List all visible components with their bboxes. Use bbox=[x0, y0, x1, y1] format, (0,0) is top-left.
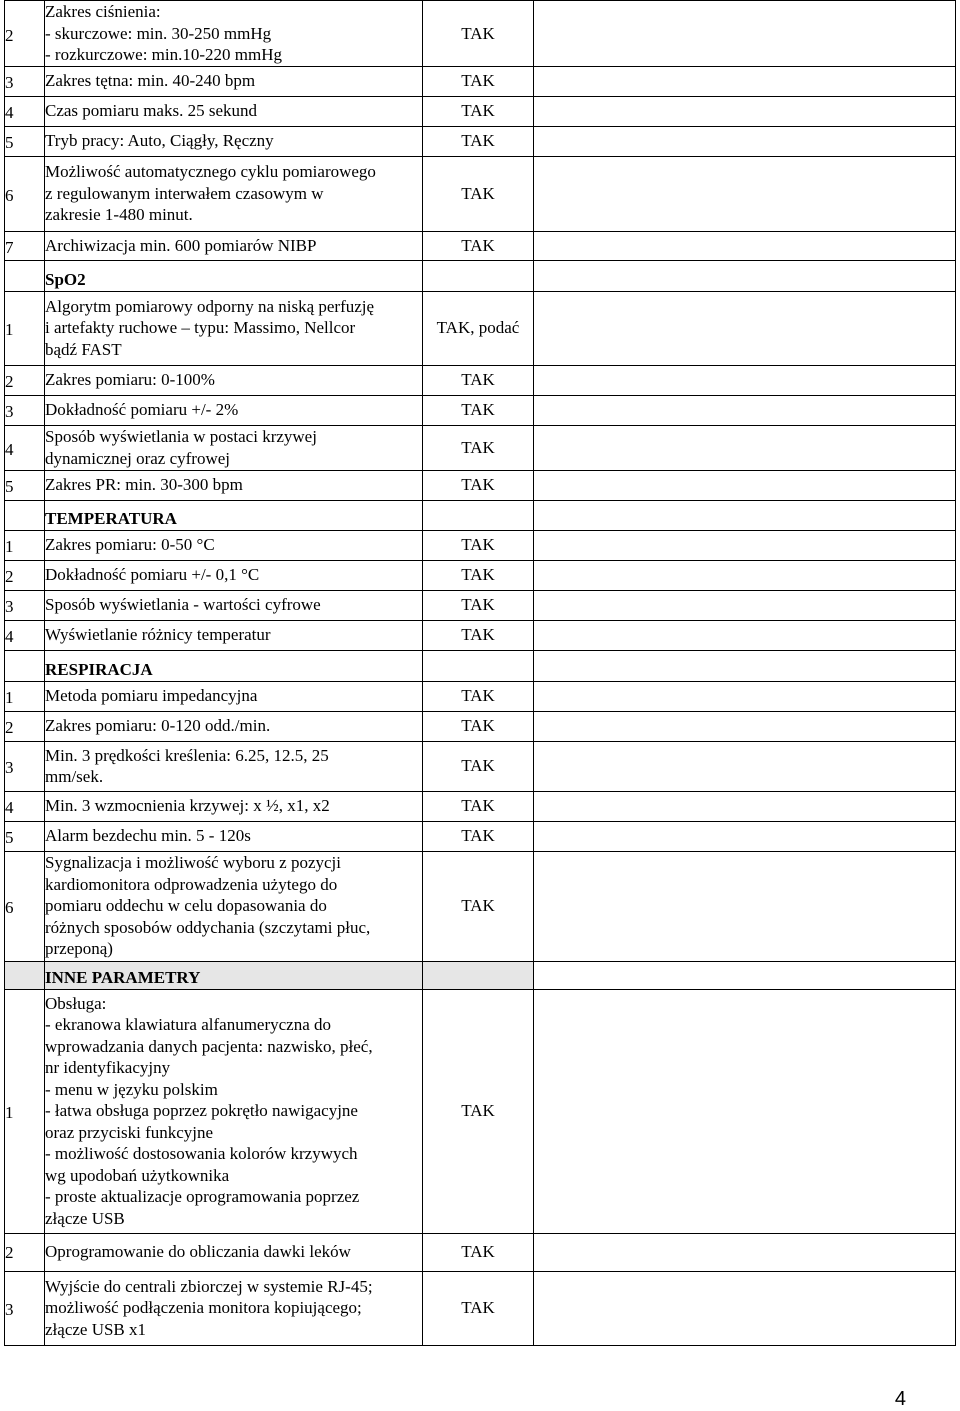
description-line: Sposób wyświetlania - wartości cyfrowe bbox=[45, 595, 321, 615]
row-number: 2 bbox=[5, 365, 45, 395]
empty-cell bbox=[534, 791, 956, 821]
row-number: 2 bbox=[5, 560, 45, 590]
specification-table-body bbox=[5, 1, 956, 1346]
empty-cell bbox=[534, 989, 956, 1233]
row-number: 4 bbox=[5, 96, 45, 126]
empty-cell bbox=[534, 260, 956, 291]
empty-cell bbox=[534, 961, 956, 989]
description-line: Zakres ciśnienia: bbox=[45, 2, 161, 21]
description-line: wg upodobań użytkownika bbox=[45, 1165, 230, 1185]
empty-cell bbox=[534, 681, 956, 711]
description-line: Możliwość automatycznego cyklu pomiarowego bbox=[45, 162, 376, 182]
row-number: 4 bbox=[5, 791, 45, 821]
table-row bbox=[5, 231, 956, 260]
parameter-description bbox=[45, 590, 423, 620]
parameter-description bbox=[45, 395, 423, 425]
empty-cell bbox=[534, 425, 956, 470]
section-title: SpO2 bbox=[45, 260, 423, 291]
row-number: 2 bbox=[5, 1233, 45, 1271]
row-number: 6 bbox=[5, 851, 45, 961]
parameter-value: TAK bbox=[423, 791, 534, 821]
empty-cell bbox=[534, 395, 956, 425]
row-number-cell bbox=[5, 961, 45, 989]
empty-cell bbox=[534, 711, 956, 741]
description-line: oraz przyciski funkcyjne bbox=[45, 1122, 214, 1142]
description-line: Wyświetlanie różnicy temperatur bbox=[45, 625, 271, 645]
row-number: 3 bbox=[5, 590, 45, 620]
row-number: 5 bbox=[5, 126, 45, 156]
empty-cell bbox=[534, 470, 956, 500]
description-line: Alarm bezdechu min. 5 - 120s bbox=[45, 826, 251, 846]
parameter-description bbox=[45, 821, 423, 851]
specification-table bbox=[4, 0, 956, 1346]
parameter-description bbox=[45, 291, 423, 365]
value-cell bbox=[423, 961, 534, 989]
value-cell bbox=[423, 260, 534, 291]
table-row bbox=[5, 989, 956, 1233]
description-line: Dokładność pomiaru +/- 2% bbox=[45, 400, 239, 420]
table-row bbox=[5, 291, 956, 365]
description-line: - skurczowe: min. 30-250 mmHg bbox=[45, 23, 272, 43]
description-line: wprowadzania danych pacjenta: nazwisko, płeć, bbox=[45, 1036, 373, 1056]
section-title: TEMPERATURA bbox=[45, 500, 423, 530]
parameter-description bbox=[45, 96, 423, 126]
parameter-description bbox=[45, 156, 423, 231]
table-row bbox=[5, 1233, 956, 1271]
parameter-description bbox=[45, 791, 423, 821]
parameter-description bbox=[45, 425, 423, 470]
table-row bbox=[5, 851, 956, 961]
description-line: Sposób wyświetlania w postaci krzywej bbox=[45, 427, 317, 446]
parameter-description bbox=[45, 989, 423, 1233]
row-number: 6 bbox=[5, 156, 45, 231]
parameter-value: TAK bbox=[423, 560, 534, 590]
parameter-description bbox=[45, 1271, 423, 1345]
description-line: przeponą) bbox=[45, 939, 113, 959]
row-number: 3 bbox=[5, 395, 45, 425]
table-row bbox=[5, 681, 956, 711]
description-line: mm/sek. bbox=[45, 767, 104, 786]
table-row bbox=[5, 395, 956, 425]
empty-cell bbox=[534, 126, 956, 156]
parameter-description bbox=[45, 851, 423, 961]
parameter-value: TAK bbox=[423, 851, 534, 961]
parameter-value: TAK bbox=[423, 821, 534, 851]
description-line: Zakres pomiaru: 0-120 odd./min. bbox=[45, 716, 271, 736]
description-line: - rozkurczowe: min.10-220 mmHg bbox=[45, 45, 282, 64]
empty-cell bbox=[534, 560, 956, 590]
parameter-value: TAK bbox=[423, 681, 534, 711]
parameter-description bbox=[45, 681, 423, 711]
empty-cell bbox=[534, 1, 956, 67]
empty-cell bbox=[534, 620, 956, 650]
table-row bbox=[5, 425, 956, 470]
parameter-value: TAK bbox=[423, 395, 534, 425]
description-line: Obsługa: bbox=[45, 993, 107, 1013]
empty-cell bbox=[534, 821, 956, 851]
parameter-value: TAK bbox=[423, 470, 534, 500]
description-line: złącze USB x1 bbox=[45, 1319, 147, 1339]
parameter-description bbox=[45, 231, 423, 260]
empty-cell bbox=[534, 741, 956, 791]
parameter-description bbox=[45, 365, 423, 395]
row-number: 3 bbox=[5, 1271, 45, 1345]
row-number: 2 bbox=[5, 711, 45, 741]
description-line: - menu w języku polskim bbox=[45, 1079, 218, 1099]
parameter-value: TAK bbox=[423, 96, 534, 126]
description-line: nr identyfikacyjny bbox=[45, 1058, 171, 1078]
description-line: Zakres pomiaru: 0-100% bbox=[45, 370, 215, 390]
empty-cell bbox=[534, 530, 956, 560]
description-line: Oprogramowanie do obliczania dawki leków bbox=[45, 1242, 351, 1262]
parameter-value: TAK bbox=[423, 1, 534, 67]
table-row bbox=[5, 791, 956, 821]
empty-cell bbox=[534, 231, 956, 260]
description-line: Metoda pomiaru impedancyjna bbox=[45, 686, 258, 706]
table-row bbox=[5, 821, 956, 851]
parameter-value: TAK bbox=[423, 989, 534, 1233]
description-line: Wyjście do centrali zbiorczej w systemie RJ-45; bbox=[45, 1276, 373, 1296]
parameter-value: TAK bbox=[423, 741, 534, 791]
description-line: Algorytm pomiarowy odporny na niską perfuzję bbox=[45, 296, 375, 316]
description-line: Zakres tętna: min. 40-240 bpm bbox=[45, 71, 256, 91]
value-cell bbox=[423, 500, 534, 530]
parameter-value: TAK bbox=[423, 1271, 534, 1345]
row-number: 1 bbox=[5, 530, 45, 560]
description-line: dynamicznej oraz cyfrowej bbox=[45, 448, 231, 468]
parameter-value: TAK bbox=[423, 530, 534, 560]
row-number: 2 bbox=[5, 1, 45, 67]
description-line: Tryb pracy: Auto, Ciągły, Ręczny bbox=[45, 131, 274, 151]
table-row bbox=[5, 365, 956, 395]
description-line: Czas pomiaru maks. 25 sekund bbox=[45, 101, 257, 121]
parameter-description bbox=[45, 711, 423, 741]
empty-cell bbox=[534, 650, 956, 681]
description-line: bądź FAST bbox=[45, 339, 122, 359]
empty-cell bbox=[534, 156, 956, 231]
description-line: Dokładność pomiaru +/- 0,1 °C bbox=[45, 565, 260, 585]
parameter-description bbox=[45, 560, 423, 590]
table-row bbox=[5, 741, 956, 791]
description-line: zakresie 1-480 minut. bbox=[45, 205, 193, 225]
section-header-row bbox=[5, 260, 956, 291]
description-line: różnych sposobów oddychania (szczytami płuc, bbox=[45, 917, 371, 937]
description-line: Sygnalizacja i możliwość wyboru z pozycji bbox=[45, 853, 341, 873]
description-line: złącze USB bbox=[45, 1208, 125, 1228]
parameter-value: TAK bbox=[423, 1233, 534, 1271]
row-number: 5 bbox=[5, 821, 45, 851]
section-title: INNE PARAMETRY bbox=[45, 961, 423, 989]
table-row bbox=[5, 470, 956, 500]
empty-cell bbox=[534, 1271, 956, 1345]
table-row bbox=[5, 1, 956, 67]
description-line: - ekranowa klawiatura alfanumeryczna do bbox=[45, 1015, 332, 1035]
row-number-cell bbox=[5, 500, 45, 530]
description-line: Archiwizacja min. 600 pomiarów NIBP bbox=[45, 235, 317, 255]
parameter-value: TAK bbox=[423, 620, 534, 650]
table-row bbox=[5, 1271, 956, 1345]
row-number: 4 bbox=[5, 425, 45, 470]
row-number: 7 bbox=[5, 231, 45, 260]
empty-cell bbox=[534, 96, 956, 126]
parameter-description bbox=[45, 1, 423, 67]
parameter-value: TAK bbox=[423, 126, 534, 156]
table-row bbox=[5, 560, 956, 590]
parameter-value: TAK bbox=[423, 425, 534, 470]
parameter-description bbox=[45, 470, 423, 500]
section-header-row bbox=[5, 650, 956, 681]
table-row bbox=[5, 620, 956, 650]
description-line: Min. 3 prędkości kreślenia: 6.25, 12.5, 25 bbox=[45, 745, 329, 765]
value-cell bbox=[423, 650, 534, 681]
section-header-row bbox=[5, 961, 956, 989]
table-row bbox=[5, 66, 956, 96]
row-number: 3 bbox=[5, 741, 45, 791]
parameter-description bbox=[45, 126, 423, 156]
description-line: Zakres pomiaru: 0-50 °C bbox=[45, 535, 215, 555]
parameter-value: TAK bbox=[423, 590, 534, 620]
parameter-description bbox=[45, 1233, 423, 1271]
description-line: - łatwa obsługa poprzez pokrętło nawigacyjne bbox=[45, 1101, 358, 1121]
parameter-value: TAK bbox=[423, 231, 534, 260]
table-row bbox=[5, 96, 956, 126]
parameter-description bbox=[45, 620, 423, 650]
row-number: 4 bbox=[5, 620, 45, 650]
description-line: - proste aktualizacje oprogramowania poprzez bbox=[45, 1187, 360, 1207]
empty-cell bbox=[534, 365, 956, 395]
description-line: Min. 3 wzmocnienia krzywej: x ½, x1, x2 bbox=[45, 796, 330, 816]
parameter-description bbox=[45, 530, 423, 560]
parameter-value: TAK bbox=[423, 66, 534, 96]
table-row bbox=[5, 711, 956, 741]
parameter-value: TAK bbox=[423, 711, 534, 741]
row-number: 5 bbox=[5, 470, 45, 500]
empty-cell bbox=[534, 851, 956, 961]
section-header-row bbox=[5, 500, 956, 530]
empty-cell bbox=[534, 1233, 956, 1271]
description-line: Zakres PR: min. 30-300 bpm bbox=[45, 475, 243, 495]
parameter-value: TAK bbox=[423, 365, 534, 395]
row-number: 1 bbox=[5, 681, 45, 711]
empty-cell bbox=[534, 590, 956, 620]
table-row bbox=[5, 590, 956, 620]
table-row bbox=[5, 126, 956, 156]
row-number: 3 bbox=[5, 66, 45, 96]
parameter-value: TAK, podać bbox=[423, 291, 534, 365]
description-line: możliwość podłączenia monitora kopiującego; bbox=[45, 1298, 362, 1318]
table-row bbox=[5, 156, 956, 231]
description-line: i artefakty ruchowe – typu: Massimo, Nellcor bbox=[45, 318, 356, 338]
section-title: RESPIRACJA bbox=[45, 650, 423, 681]
page-number: 4 bbox=[894, 1388, 906, 1410]
parameter-value: TAK bbox=[423, 156, 534, 231]
row-number-cell bbox=[5, 650, 45, 681]
table-row bbox=[5, 530, 956, 560]
row-number: 1 bbox=[5, 291, 45, 365]
description-line: z regulowanym interwałem czasowym w bbox=[45, 183, 324, 203]
empty-cell bbox=[534, 291, 956, 365]
description-line: - możliwość dostosowania kolorów krzywych bbox=[45, 1144, 358, 1164]
row-number-cell bbox=[5, 260, 45, 291]
description-line: pomiaru oddechu w celu dopasowania do bbox=[45, 896, 327, 916]
parameter-description bbox=[45, 741, 423, 791]
row-number: 1 bbox=[5, 989, 45, 1233]
parameter-description bbox=[45, 66, 423, 96]
empty-cell bbox=[534, 66, 956, 96]
empty-cell bbox=[534, 500, 956, 530]
description-line: kardiomonitora odprowadzenia użytego do bbox=[45, 874, 338, 894]
